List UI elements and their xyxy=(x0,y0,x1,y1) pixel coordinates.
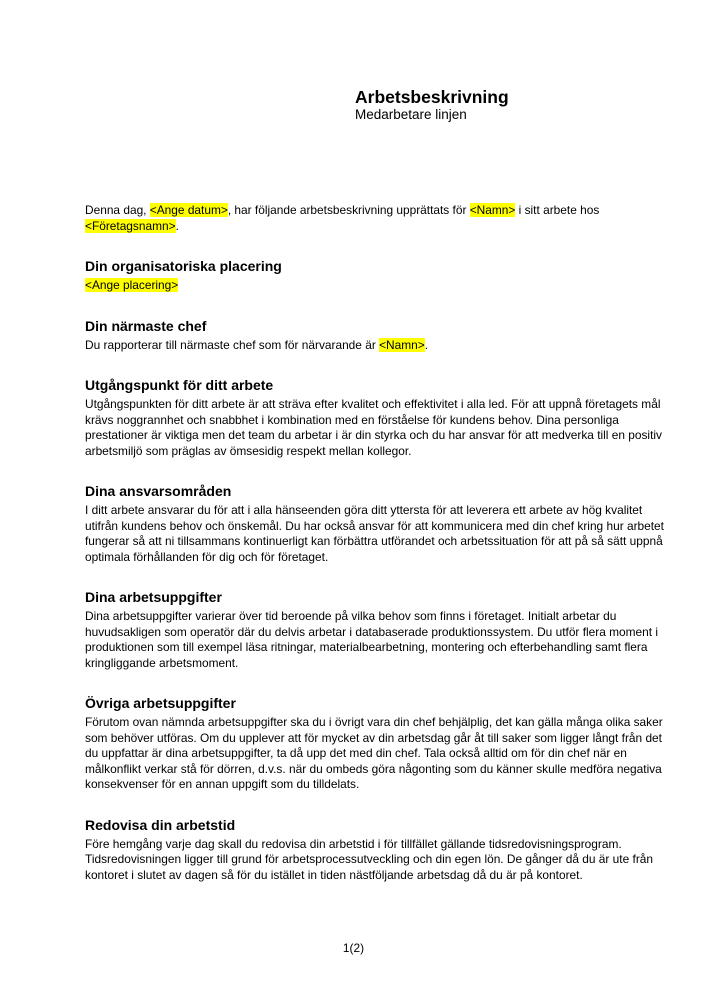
page-number: 1(2) xyxy=(342,941,365,955)
text-segment: . xyxy=(175,218,179,233)
placeholder-highlight: <Namn> xyxy=(379,337,425,352)
text-segment: Före hemgång varje dag skall du redovisa din arbetstid i för tillfället gällande tidsredovisningsprogram. Tidsredovisningen ligger till grund för arbetsprocessutveckling och din egen lön. De gånger då du är ute från kontoret i slutet av dagen så för du istället in tiden nästföljande arbetsdag då du är på kontoret. xyxy=(85,836,654,882)
document-body xyxy=(85,203,665,883)
text-segment: Utgångspunkten för ditt arbete är att sträva efter kvalitet och effektivitet i alla led. För att uppnå företagets mål krävs noggrannhet och snabbhet i kombination med en förståelse för kundens behov. Dina personliga prestationer är viktiga men det team du arbetar i är din styrka och du har ansvar för att medverka till en positiv arbetsmiljö som präglas av ömsesidig respekt mellan kollegor. xyxy=(85,397,662,458)
placeholder-highlight: <Namn> xyxy=(469,203,516,217)
document-section xyxy=(85,377,665,459)
section-heading: Redovisa din arbetstid xyxy=(85,816,236,833)
document-section xyxy=(85,258,665,294)
section-heading: Utgångspunkt för ditt arbete xyxy=(85,377,274,393)
section-body xyxy=(85,338,665,354)
document-section xyxy=(85,695,665,793)
sections-container xyxy=(85,258,665,883)
page-subtitle: Medarbetare linjen xyxy=(355,107,467,122)
intro-paragraph xyxy=(85,203,665,234)
page-title: Arbetsbeskrivning xyxy=(355,87,509,107)
section-body xyxy=(85,609,665,671)
text-segment: i sitt arbete hos xyxy=(515,203,600,217)
text-segment: Förutom ovan nämnda arbetsuppgifter ska du i övrigt vara din chef behjälplig, det kan gälla många olika saker som behöver utföras. Om du upplever att för mycket av din arbetsdag går åt till saker som ligger långt från det du uppfattar är dina arbetsuppgifter, ta då upp det med din chef. Tala också alltid om för din chef när en målkonflikt verkar stå för dörren, d.v.s. när du ombeds göra någonting som du känner skulle medföra negativa konsekvenser för en annan uppgift som du tilldelats. xyxy=(85,715,663,791)
placeholder-highlight: <Ange datum> xyxy=(149,203,228,217)
text-segment: , har följande arbetsbeskrivning upprättats för xyxy=(227,203,470,217)
section-heading: Dina ansvarsområden xyxy=(85,483,232,499)
section-body xyxy=(85,503,665,565)
section-body xyxy=(85,837,665,884)
placeholder-highlight: <Företagsnamn> xyxy=(85,218,176,233)
section-body xyxy=(85,715,665,793)
section-heading: Övriga arbetsuppgifter xyxy=(85,695,236,711)
document-section xyxy=(85,589,665,671)
text-segment: Denna dag, xyxy=(85,203,150,217)
text-segment: I ditt arbete ansvarar du för att i alla hänseenden göra ditt yttersta för att leverera ett arbete av hög kvalitet utifrån kundens behov och önskemål. Du har också ansvar för att kommunicera med din chef kring hur arbetet fungerar så att ni tillsammans kontinuerligt kan förbättra utförandet och arbetssituation för att på så sätt uppnå optimala förhållanden för dig och för företaget. xyxy=(85,503,664,564)
text-segment: Du rapporterar till närmaste chef som för närvarande är xyxy=(85,337,380,352)
text-segment: . xyxy=(424,337,429,352)
document-section xyxy=(85,817,665,884)
document-section xyxy=(85,483,665,565)
document-section xyxy=(85,318,665,354)
placeholder-highlight: <Ange placering> xyxy=(85,278,179,292)
section-heading: Din organisatoriska placering xyxy=(85,258,282,274)
section-body xyxy=(85,278,665,294)
section-body xyxy=(85,397,665,459)
section-heading: Din närmaste chef xyxy=(85,317,207,334)
text-segment: Dina arbetsuppgifter varierar över tid beroende på vilka behov som finns i företaget. Initialt arbetar du huvudsakligen som operatör där du delvis arbetar i databaserade produktionssystem. Du utför flera moment i produktionen som till exempel läsa ritningar, materialbearbetning, montering och efterbehandling samt flera kringliggande arbetsmoment. xyxy=(85,609,659,670)
section-heading: Dina arbetsuppgifter xyxy=(85,589,222,605)
document-header xyxy=(355,88,707,122)
